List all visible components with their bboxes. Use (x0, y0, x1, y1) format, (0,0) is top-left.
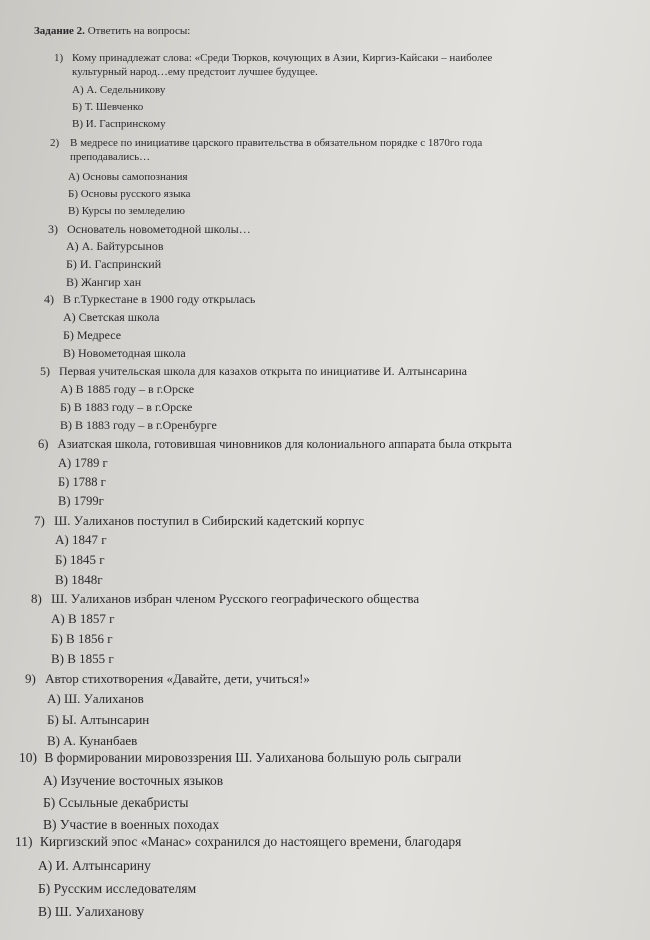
question-text: В медресе по инициативе царского правительства в обязательном порядке с 1870го года преподавались… (70, 137, 483, 163)
question-number: 5) (40, 364, 50, 378)
question-6 (38, 437, 512, 452)
question-5 (40, 364, 467, 379)
question-number: 9) (25, 671, 36, 686)
answer-option: Б) Русским исследователям (38, 881, 197, 896)
answer-option: Б) В 1883 году – в г.Орске (60, 400, 193, 414)
question-number: 1) (54, 52, 64, 64)
answer-option: Б) Основы русского языка (68, 188, 191, 200)
question-text: Кому принадлежат слова: «Среди Тюрков, кочующих в Азии, Киргиз-Кайсаки – наиболее культурный народ…ему предстоит лучшее будущее. (72, 52, 493, 78)
question-text: В г.Туркестане в 1900 году открылась (63, 292, 256, 306)
question-text: Автор стихотворения «Давайте, дети, учиться!» (45, 671, 310, 686)
answer-option: В) И. Гаспринскому (72, 118, 166, 130)
heading-label: Задание 2. (34, 25, 85, 37)
question-11 (15, 834, 461, 850)
question-2 (50, 137, 483, 163)
question-number: 8) (31, 591, 42, 606)
answer-option: Б) И. Гаспринский (66, 257, 162, 271)
question-7 (34, 513, 364, 529)
answer-option: В) Участие в военных походах (43, 817, 220, 832)
answer-option: В) В 1883 году – в г.Оренбурге (60, 418, 217, 432)
answer-option: Б) Медресе (63, 328, 122, 342)
question-number: 7) (34, 513, 45, 528)
question-number: 6) (38, 437, 49, 451)
answer-option: А) Ш. Уалиханов (47, 691, 144, 706)
answer-option: А) А. Седельникову (72, 84, 166, 96)
question-number: 2) (50, 137, 60, 149)
answer-option: А) А. Байтурсынов (66, 239, 164, 253)
answer-option: А) 1847 г (55, 532, 107, 547)
question-9 (25, 671, 310, 687)
answer-option: Б) Т. Шевченко (72, 101, 144, 113)
assignment-heading (34, 25, 190, 37)
answer-option: В) 1848г (55, 572, 103, 587)
answer-option: В) Курсы по земледелию (68, 205, 185, 217)
answer-option: В) Жангир хан (66, 275, 142, 289)
answer-option: Б) Ы. Алтынсарин (47, 712, 150, 727)
question-text: В формировании мировоззрения Ш. Уалиханова большую роль сыграли (44, 750, 462, 765)
answer-option: В) Ш. Уалиханову (38, 904, 145, 919)
answer-option: А) И. Алтынсарину (38, 858, 151, 873)
answer-option: А) Изучение восточных языков (43, 773, 224, 788)
answer-option: А) Основы самопознания (68, 171, 188, 183)
answer-option: А) 1789 г (58, 456, 108, 470)
answer-option: Б) В 1856 г (51, 631, 113, 646)
question-number: 4) (44, 292, 54, 306)
question-text: Первая учительская школа для казахов открыта по инициативе И. Алтынсарина (59, 364, 467, 378)
answer-option: В) Новометодная школа (63, 346, 186, 360)
question-number: 11) (15, 834, 33, 849)
answer-option: Б) Ссыльные декабристы (43, 795, 189, 810)
question-text: Киргизский эпос «Манас» сохранился до настоящего времени, благодаря (39, 834, 462, 849)
question-text: Ш. Уалиханов поступил в Сибирский кадетский корпус (54, 513, 364, 528)
answer-option: А) В 1857 г (51, 611, 115, 626)
question-number: 3) (48, 222, 58, 236)
question-4 (44, 292, 255, 307)
answer-option: А) Светская школа (63, 310, 160, 324)
answer-option: В) В 1855 г (51, 651, 114, 666)
answer-option: Б) 1788 г (58, 475, 106, 489)
question-text: Азиатская школа, готовившая чиновников для колониального аппарата была открыта (57, 437, 512, 451)
question-8 (31, 591, 419, 607)
answer-option: В) 1799г (58, 494, 104, 508)
question-10 (19, 750, 461, 766)
answer-option: В) А. Кунанбаев (47, 733, 138, 748)
answer-option: Б) 1845 г (55, 552, 105, 567)
question-1 (54, 52, 493, 78)
question-3 (48, 222, 251, 237)
question-text: Ш. Уалиханов избран членом Русского географического общества (51, 591, 420, 606)
answer-option: А) В 1885 году – в г.Орске (60, 382, 195, 396)
question-number: 10) (19, 750, 37, 765)
heading-text: Ответить на вопросы: (87, 25, 191, 37)
question-text: Основатель новометодной школы… (67, 222, 251, 236)
